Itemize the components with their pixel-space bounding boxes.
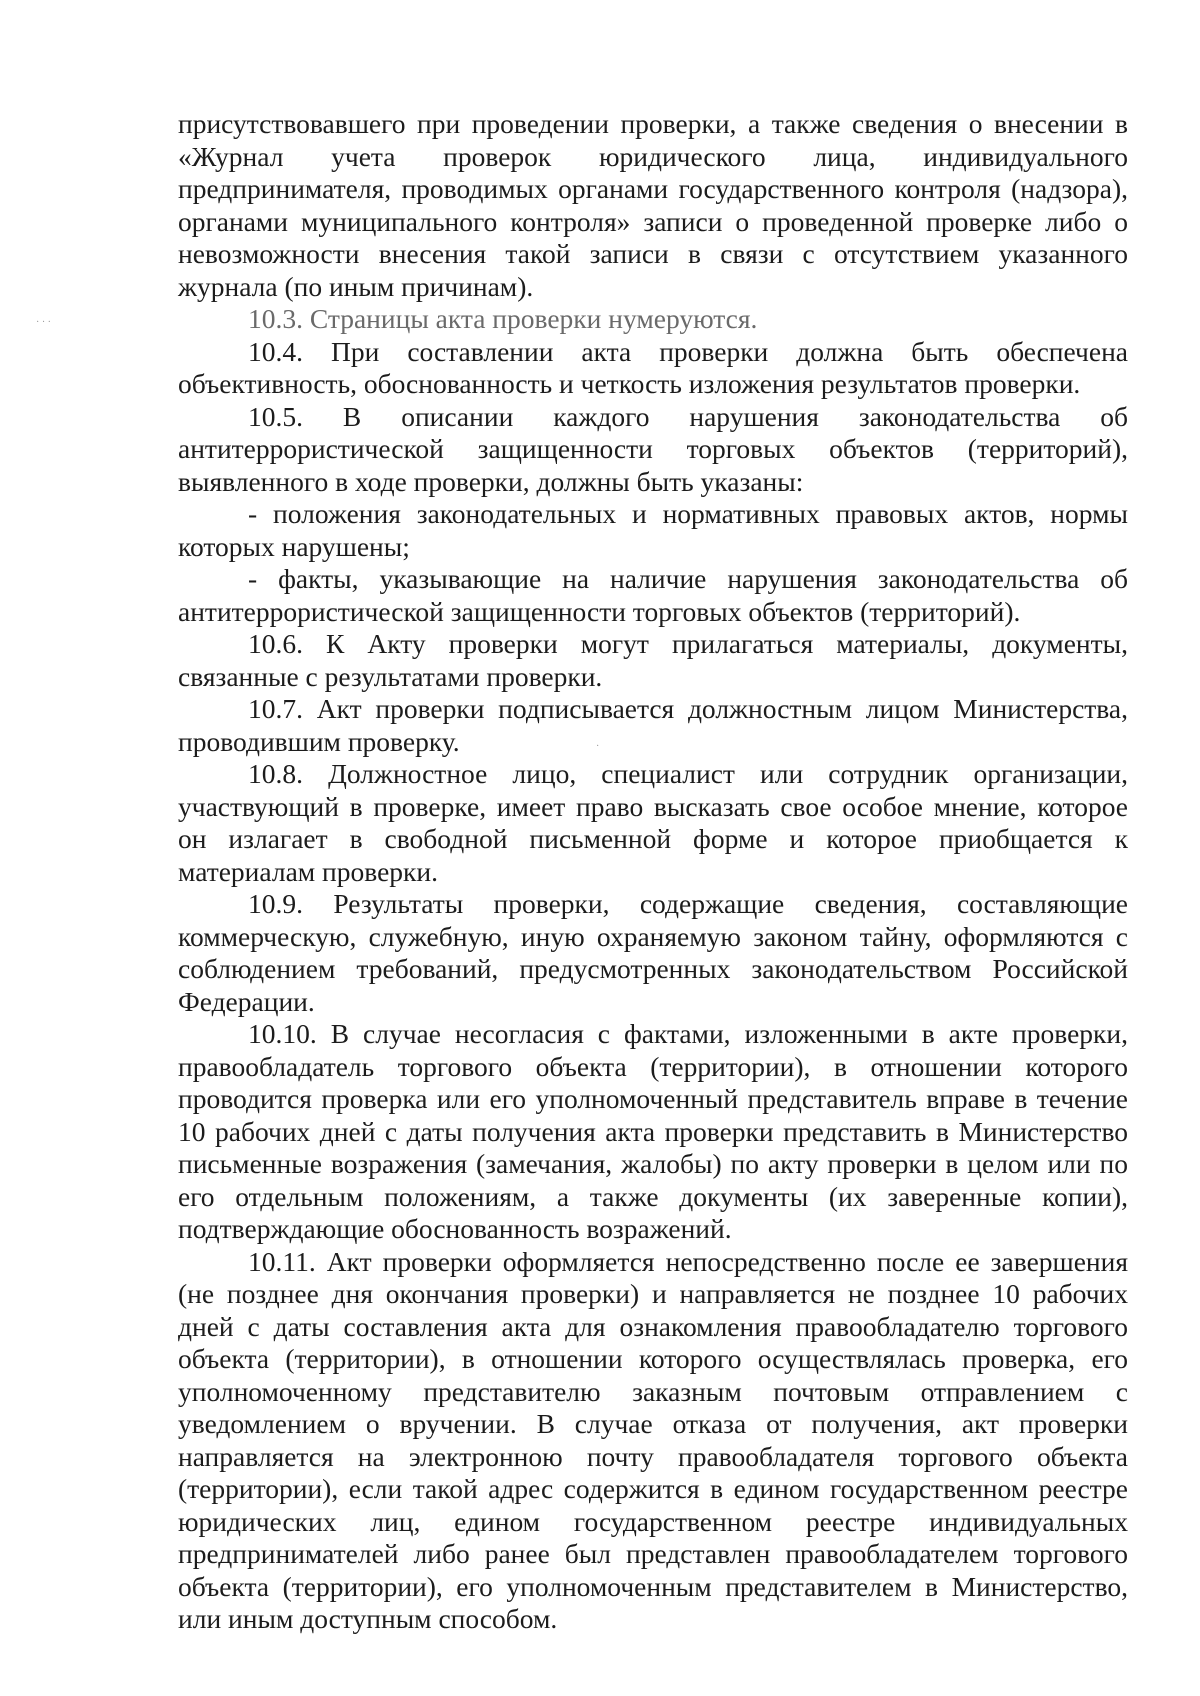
paragraph-10-3: 10.3. Страницы акта проверки нумеруются. <box>248 303 758 334</box>
paragraph-10-8: 10.8. Должностное лицо, специалист или сотрудник организации, участвующий в проверке, имеет право высказать свое особое мнение, которое он излагает в свободной письменной форме и которое приобщается к материалам проверки. <box>178 758 1128 887</box>
paragraph-continuation: присутствовавшего при проведении проверки, а также сведения о внесении в «Журнал учета проверок юридического лица, индивидуального предпринимателя, проводимых органами государственного контроля (надзора), органами муниципального контроля» записи о проведенной проверке либо о невозможности внесения такой записи в связи с отсутствием указанного журнала (по иным причинам). <box>178 108 1128 302</box>
paragraph-10-10: 10.10. В случае несогласия с фактами, изложенными в акте проверки, правообладатель торгового объекта (территории), в отношении которого проводится проверка или его уполномоченный представитель вправе в течение 10 рабочих дней с даты получения акта проверки представить в Министерство письменные возражения (замечания, жалобы) по акту проверки в целом или по его отдельным положениям, а также документы (их заверенные копии), подтверждающие обоснованность возражений. <box>178 1018 1128 1244</box>
paragraph-10-5: 10.5. В описании каждого нарушения законодательства об антитеррористической защищенности торговых объектов (территорий), выявленного в ходе проверки, должны быть указаны: <box>178 400 1128 497</box>
paragraph-10-5-item-a: - положения законодательных и нормативных правовых актов, нормы которых нарушены; <box>178 498 1128 562</box>
document-body <box>178 108 1128 1636</box>
scan-speck: · · · <box>36 317 51 328</box>
paragraph-10-7: 10.7. Акт проверки подписывается должностным лицом Министерства, проводившим проверку. <box>178 693 1128 757</box>
scan-speck: · <box>596 741 600 752</box>
paragraph-10-9: 10.9. Результаты проверки, содержащие сведения, составляющие коммерческую, служебную, иную охраняемую законом тайну, оформляются с соблюдением требований, предусмотренных законодательством Российской Федерации. <box>178 888 1128 1017</box>
paragraph-10-5-item-b: - факты, указывающие на наличие нарушения законодательства об антитеррористической защищенности торговых объектов (территорий). <box>178 563 1128 627</box>
paragraph-10-4: 10.4. При составлении акта проверки должна быть обеспечена объективность, обоснованность и четкость изложения результатов проверки. <box>178 335 1128 399</box>
paragraph-10-11: 10.11. Акт проверки оформляется непосредственно после ее завершения (не позднее дня окончания проверки) и направляется не позднее 10 рабочих дней с даты составления акта для ознакомления правообладателю торгового объекта (территории), в отношении которого осуществлялась проверка, его уполномоченному представителю заказным почтовым отправлением с уведомлением о вручении. В случае отказа от получения, акт проверки направляется на электронною почту правообладателя торгового объекта (территории), если такой адрес содержится в едином государственном реестре юридических лиц, едином государственном реестре индивидуальных предпринимателей либо ранее был представлен правообладателем торгового объекта (территории), его уполномоченным представителем в Министерство, или иным доступным способом. <box>178 1245 1128 1634</box>
paragraph-10-6: 10.6. К Акту проверки могут прилагаться материалы, документы, связанные с результатами проверки. <box>178 628 1128 692</box>
